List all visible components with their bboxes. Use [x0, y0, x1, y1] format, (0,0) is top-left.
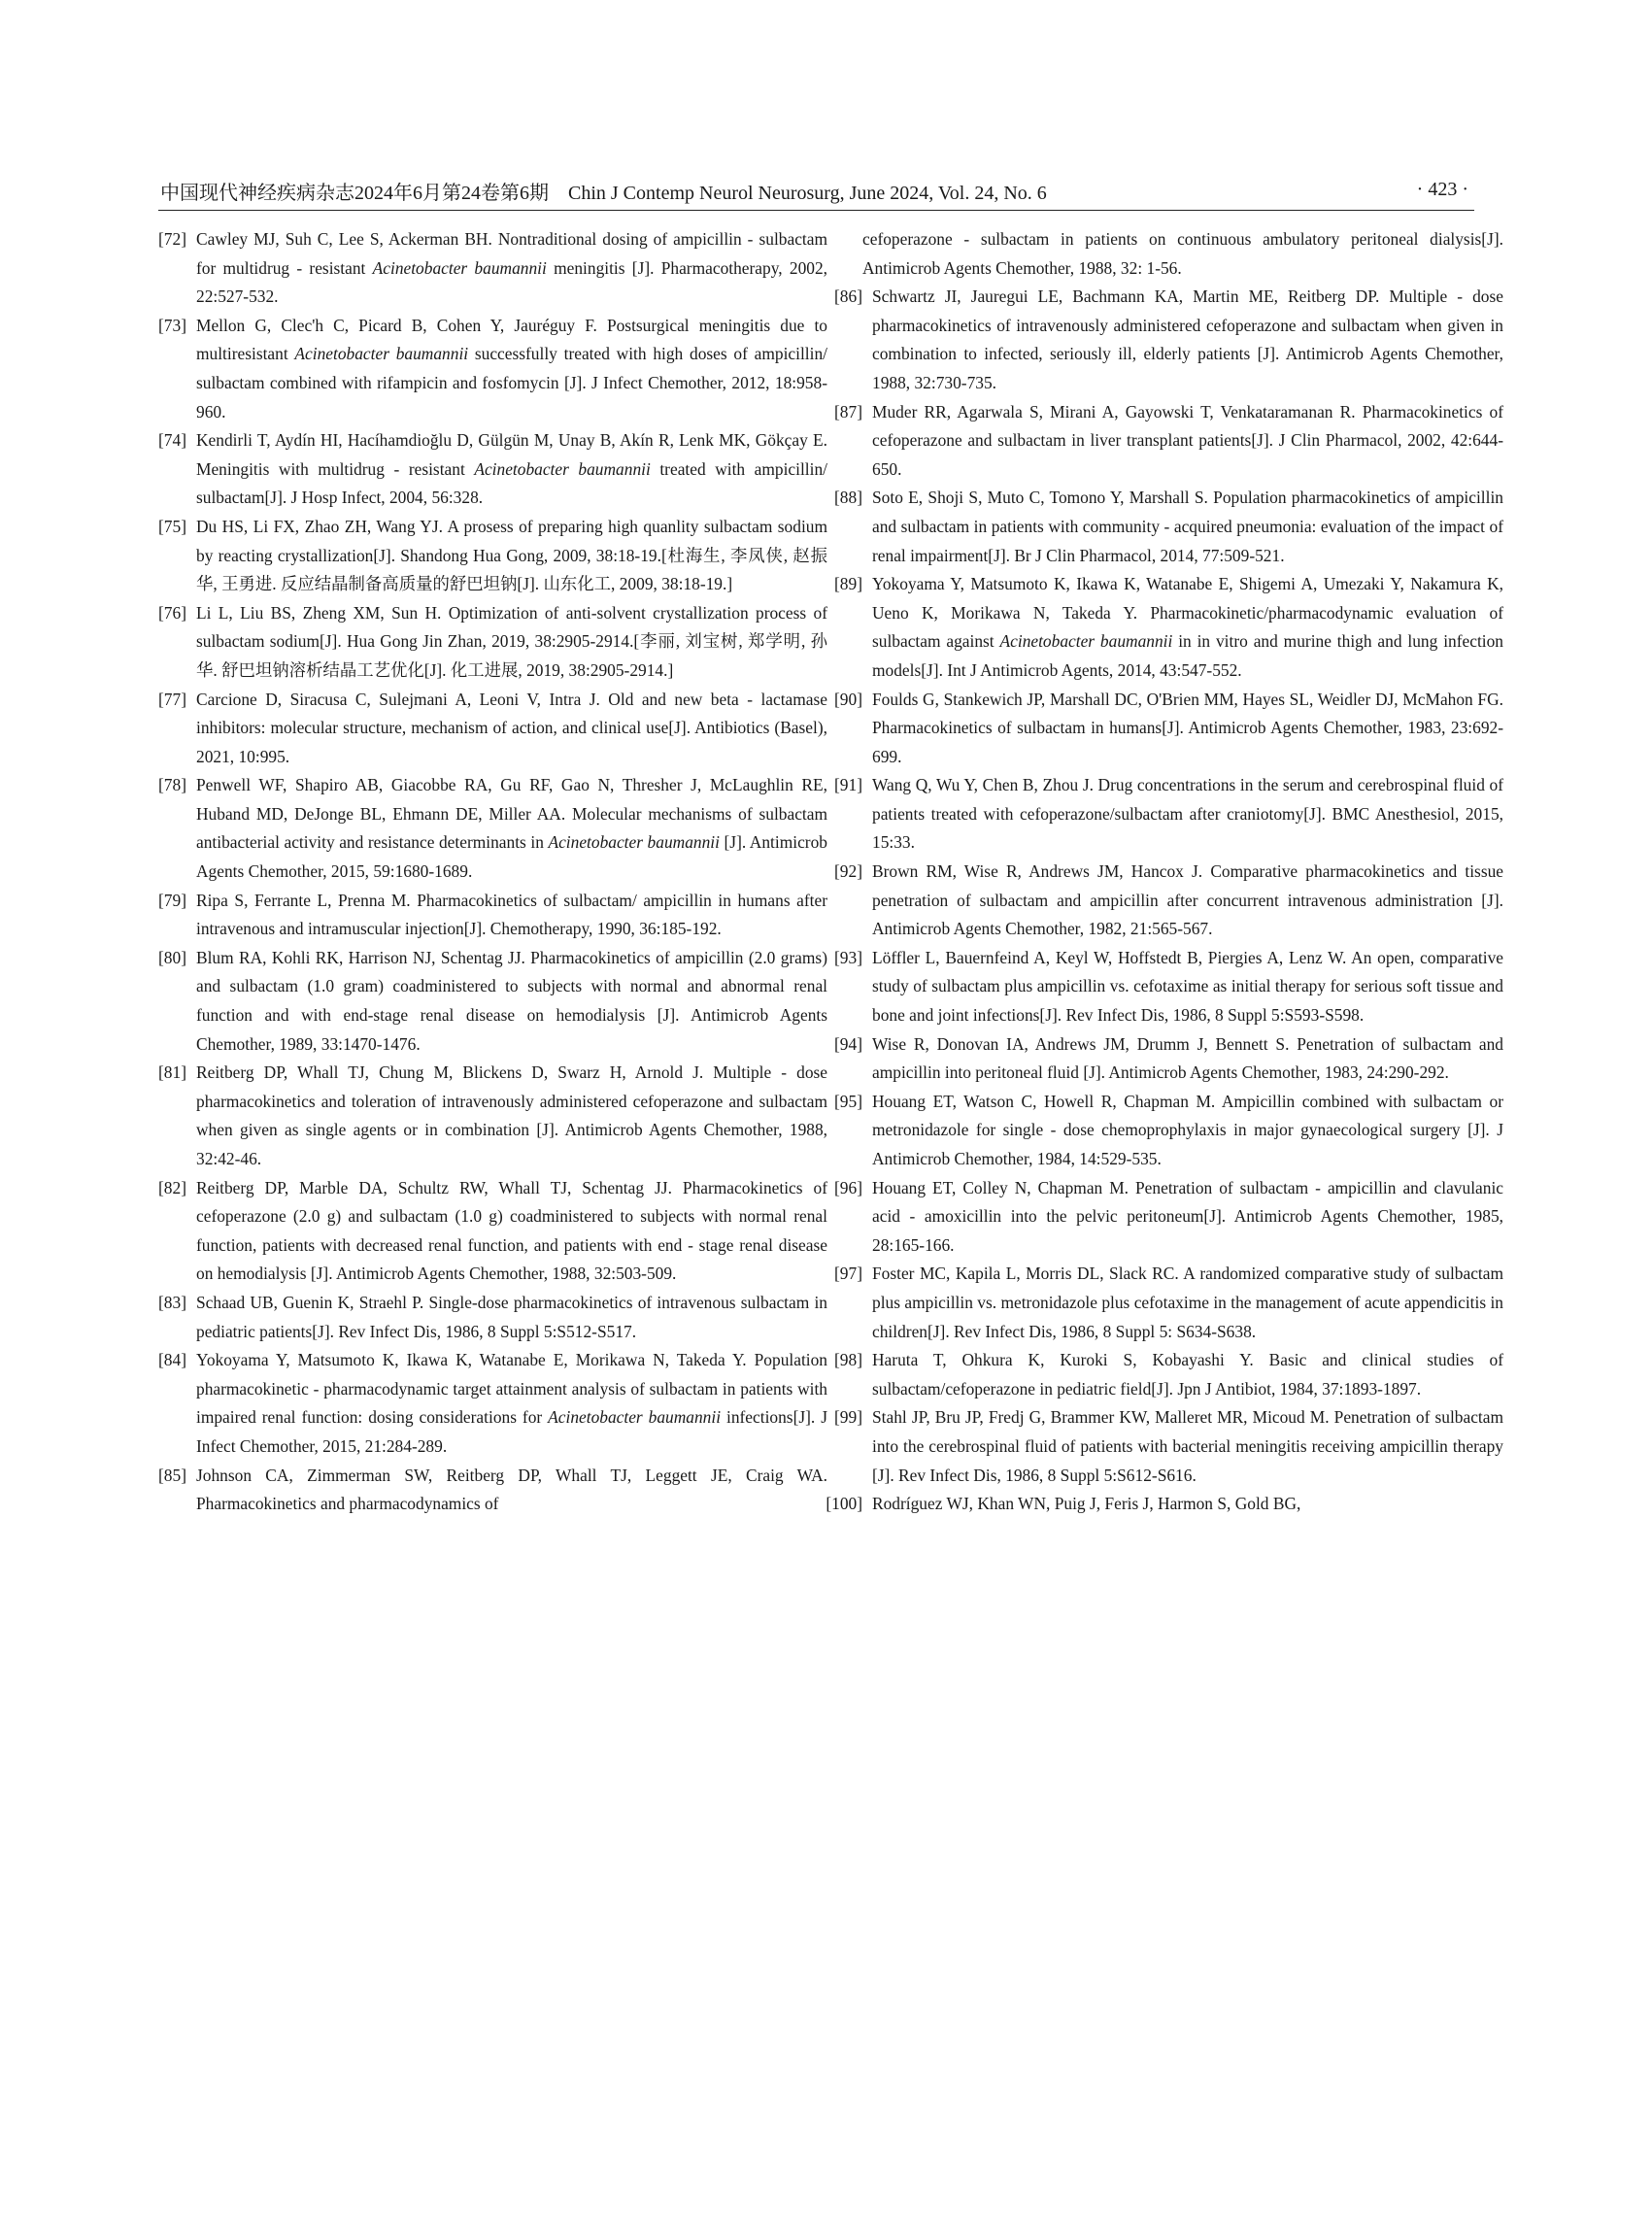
reference-text [196, 1462, 827, 1519]
reference-item [834, 1088, 1503, 1174]
reference-text-segment: Schwartz JI, Jauregui LE, Bachmann KA, Martin ME, Reitberg DP. Multiple - dose pharmacokinetics of intravenously administered cefoperazone and sulbactam when given in combination to infected, seriously ill, elderly patients [J]. Antimicrob Agents Chemother, 1988, 32:730-735. [872, 287, 1503, 392]
reference-number: [99] [834, 1407, 862, 1428]
reference-text-segment: Foulds G, Stankewich JP, Marshall DC, O'Brien MM, Hayes SL, Weidler DJ, McMahon FG. Pharmacokinetics of sulbactam in humans[J]. Antimicrob Agents Chemother, 1983, 23:692-699. [872, 689, 1503, 766]
reference-number: [98] [834, 1350, 862, 1370]
reference-number: [75] [158, 516, 186, 536]
reference-item [834, 771, 1503, 858]
reference-text [872, 858, 1503, 944]
reference-text [872, 1088, 1503, 1174]
reference-column-left [158, 225, 828, 1519]
species-name-italic: Acinetobacter baumannii [548, 832, 720, 853]
reference-text-segment: Muder RR, Agarwala S, Mirani A, Gayowski T, Venkataramanan R. Pharmacokinetics of cefoperazone and sulbactam in liver transplant patients[J]. J Clin Pharmacol, 2002, 42:644-650. [872, 401, 1503, 479]
reference-text-segment: Mellon G, Clec'h C, Picard B, Cohen Y, Jauréguy F. Postsurgical meningitis due to multiresistant [196, 315, 827, 364]
reference-text-segment: Schaad UB, Guenin K, Straehl P. Single-dose pharmacokinetics of intravenous sulbactam in pediatric patients[J]. Rev Infect Dis, 1986, 8 Suppl 5:S512-S517. [196, 1292, 827, 1341]
reference-number: [97] [834, 1264, 862, 1284]
reference-text [872, 1030, 1503, 1088]
reference-number: [83] [158, 1292, 186, 1312]
page-number: · 423 · [1416, 179, 1468, 200]
species-name-italic: Acinetobacter baumannii [548, 1407, 722, 1428]
reference-text [196, 599, 827, 686]
reference-number: [76] [158, 602, 186, 623]
reference-item [158, 771, 827, 886]
reference-text-segment: Cawley MJ, Suh C, Lee S, Ackerman BH. Nontraditional dosing of ampicillin - sulbactam for multidrug - resistant [196, 229, 827, 278]
reference-item [158, 1346, 827, 1461]
reference-text-segment: Brown RM, Wise R, Andrews JM, Hancox J. Comparative pharmacokinetics and tissue penetration of sulbactam and ampicillin after concurrent intravenous administration [J]. Antimicrob Agents Chemother, 1982, 21:565-567. [872, 861, 1503, 939]
reference-number: [95] [834, 1091, 862, 1111]
reference-text-segment: Stahl JP, Bru JP, Fredj G, Brammer KW, Malleret MR, Micoud M. Penetration of sulbactam into the cerebrospinal fluid of patients with bacterial meningitis receiving ampicillin therapy [J]. Rev Infect Dis, 1986, 8 Suppl 5:S612-S616. [872, 1407, 1503, 1485]
reference-item [158, 426, 827, 513]
reference-text [196, 225, 827, 312]
reference-text-segment: Reitberg DP, Marble DA, Schultz RW, Whall TJ, Schentag JJ. Pharmacokinetics of cefoperazone (2.0 g) and sulbactam (1.0 g) coadministered to subjects with normal renal function, patients with decreased renal function, and patients with end - stage renal disease on hemodialysis [J]. Antimicrob Agents Chemother, 1988, 32:503-509. [196, 1177, 827, 1284]
reference-text [196, 426, 827, 513]
reference-number: [90] [834, 689, 862, 709]
reference-item [834, 1260, 1503, 1346]
reference-number: [80] [158, 947, 186, 967]
reference-text [872, 1260, 1503, 1346]
reference-number: [84] [158, 1350, 186, 1370]
reference-text-segment: Du HS, Li FX, Zhao ZH, Wang YJ. A prosess of preparing high quanlity sulbactam sodium by reacting crystallization[J]. Shandong Hua Gong, 2009, 38:18-19.[杜海生, 李凤侠, 赵振华, 王勇进. 反应结晶制备高质量的舒巴坦钠[J]. 山东化工, 2009, 38:18-19.] [196, 516, 827, 594]
reference-text-segment: Rodríguez WJ, Khan WN, Puig J, Feris J, Harmon S, Gold BG, [872, 1494, 1301, 1514]
reference-text-segment: in in vitro and murine thigh and lung infection models[J]. Int J Antimicrob Agents, 2014, 43:547-552. [872, 631, 1503, 680]
reference-text [872, 1490, 1503, 1519]
reference-item [834, 944, 1503, 1030]
reference-number: [73] [158, 315, 186, 335]
reference-number: [81] [158, 1062, 186, 1083]
reference-item [158, 1174, 827, 1289]
reference-text-segment: Foster MC, Kapila L, Morris DL, Slack RC. A randomized comparative study of sulbactam plus ampicillin vs. metronidazole plus cefotaxime in the management of acute appendicitis in children[J]. Rev Infect Dis, 1986, 8 Suppl 5: S634-S638. [872, 1264, 1503, 1341]
reference-item [834, 1403, 1503, 1490]
reference-text [872, 686, 1503, 772]
reference-item [826, 1490, 1503, 1519]
reference-text-segment: meningitis [J]. Pharmacotherapy, 2002, 22:527-532. [196, 257, 828, 307]
reference-item [834, 858, 1503, 944]
reference-number: [78] [158, 775, 186, 795]
reference-text [196, 1059, 827, 1173]
reference-text [872, 1403, 1503, 1490]
reference-text [872, 1346, 1503, 1403]
reference-text-segment: [J]. Antimicrob Agents Chemother, 2015, 59:1680-1689. [196, 832, 827, 882]
reference-number: [88] [834, 488, 862, 508]
reference-item [158, 1462, 827, 1519]
reference-item [862, 225, 1503, 283]
reference-text [196, 887, 827, 944]
reference-item [158, 225, 828, 312]
species-name-italic: Acinetobacter baumannii [372, 257, 547, 278]
reference-number: [86] [834, 287, 862, 307]
reference-item [834, 1174, 1503, 1261]
reference-text-segment: Ripa S, Ferrante L, Prenna M. Pharmacokinetics of sulbactam/ ampicillin in humans after intravenous and intramuscular injection[J]. Chemotherapy, 1990, 36:185-192. [196, 890, 827, 939]
reference-text-segment: cefoperazone - sulbactam in patients on continuous ambulatory peritoneal dialysis[J]. Antimicrob Agents Chemother, 1988, 32: 1-56. [862, 229, 1503, 278]
reference-text [872, 1174, 1503, 1261]
reference-text-segment: Blum RA, Kohli RK, Harrison NJ, Schentag JJ. Pharmacokinetics of ampicillin (2.0 grams) and sulbactam (1.0 gram) coadministered to subjects with normal and abnormal renal function and with end-stage renal disease on hemodialysis [J]. Antimicrob Agents Chemother, 1989, 33:1470-1476. [196, 947, 827, 1054]
reference-text-segment: Houang ET, Watson C, Howell R, Chapman M. Ampicillin combined with sulbactam or metronidazole for single - dose chemoprophylaxis in major gynaecological surgery [J]. J Antimicrob Chemother, 1984, 14:529-535. [872, 1091, 1503, 1168]
reference-number: [91] [834, 775, 862, 795]
reference-text [196, 1289, 827, 1346]
reference-text-segment: Li L, Liu BS, Zheng XM, Sun H. Optimization of anti-solvent crystallization process of sulbactam sodium[J]. Hua Gong Jin Zhan, 2019, 38:2905-2914.[李丽, 刘宝树, 郑学明, 孙华. 舒巴坦钠溶析结晶工艺优化[J]. 化工进展, 2019, 38:2905-2914.] [196, 602, 827, 680]
reference-number: [77] [158, 689, 186, 709]
reference-item [834, 1030, 1503, 1088]
reference-text-segment: Reitberg DP, Whall TJ, Chung M, Blickens D, Swarz H, Arnold J. Multiple - dose pharmacokinetics and toleration of intravenously administered cefoperazone and sulbactam when given as single agents or in combination [J]. Antimicrob Agents Chemother, 1988, 32:42-46. [196, 1062, 827, 1168]
reference-text [862, 225, 1503, 283]
reference-text-segment: treated with ampicillin/ sulbactam[J]. J Hosp Infect, 2004, 56:328. [196, 458, 827, 508]
reference-text-segment: Soto E, Shoji S, Muto C, Tomono Y, Marshall S. Population pharmacokinetics of ampicillin and sulbactam in patients with community - acquired pneumonia: evaluation of the impact of renal impairment[J]. Br J Clin Pharmacol, 2014, 77:509-521. [872, 488, 1503, 565]
reference-text-segment: Houang ET, Colley N, Chapman M. Penetration of sulbactam - ampicillin and clavulanic acid - amoxicillin into the pelvic peritoneum[J]. Antimicrob Agents Chemother, 1985, 28:165-166. [872, 1177, 1503, 1255]
reference-item [158, 686, 827, 772]
reference-text [872, 283, 1503, 397]
reference-text [196, 312, 827, 426]
reference-number: [100] [826, 1494, 862, 1514]
reference-number: [72] [158, 229, 186, 249]
reference-text [872, 570, 1503, 685]
reference-text [872, 398, 1503, 485]
reference-number: [82] [158, 1177, 186, 1197]
reference-text-segment: Penwell WF, Shapiro AB, Giacobbe RA, Gu RF, Gao N, Thresher J, McLaughlin RE, Huband MD, DeJonge BL, Ehmann DE, Miller AA. Molecular mechanisms of sulbactam antibacterial activity and resistance determinants in [196, 775, 827, 853]
species-name-italic: Acinetobacter baumannii [999, 631, 1173, 652]
reference-text [196, 1174, 827, 1289]
reference-number: [92] [834, 861, 862, 882]
reference-item [158, 513, 827, 599]
reference-text-segment: Haruta T, Ohkura K, Kuroki S, Kobayashi Y. Basic and clinical studies of sulbactam/cefoperazone in pediatric field[J]. Jpn J Antibiot, 1984, 37:1893-1897. [872, 1350, 1503, 1399]
reference-text [196, 513, 827, 599]
reference-item [834, 1346, 1503, 1403]
reference-number: [89] [834, 574, 862, 594]
reference-text-segment: Johnson CA, Zimmerman SW, Reitberg DP, Whall TJ, Leggett JE, Craig WA. Pharmacokinetics and pharmacodynamics of [196, 1465, 827, 1514]
reference-number: [87] [834, 401, 862, 421]
reference-item [834, 484, 1503, 570]
reference-number: [93] [834, 947, 862, 967]
reference-text-segment: infections[J]. J Infect Chemother, 2015, 21:284-289. [196, 1407, 827, 1456]
reference-text [196, 1346, 827, 1461]
reference-text-segment: Kendirli T, Aydín HI, Hacíhamdioğlu D, Gülgün M, Unay B, Akín R, Lenk MK, Gökçay E. Meningitis with multidrug - resistant [196, 430, 827, 479]
journal-header-text: 中国现代神经疾病杂志2024年6月第24卷第6期 Chin J Contemp Neurol Neurosurg, June 2024, Vol. 24, No. 6 [160, 183, 1047, 204]
reference-item [834, 398, 1503, 485]
reference-text [872, 944, 1503, 1030]
reference-item [834, 283, 1503, 397]
reference-text-segment: Wise R, Donovan IA, Andrews JM, Drumm J, Bennett S. Penetration of sulbactam and ampicillin into peritoneal fluid [J]. Antimicrob Agents Chemother, 1983, 24:290-292. [872, 1033, 1503, 1083]
reference-item [158, 1289, 827, 1346]
species-name-italic: Acinetobacter baumannii [294, 344, 469, 364]
reference-number: [85] [158, 1465, 186, 1485]
reference-number: [74] [158, 430, 186, 451]
reference-text-segment: successfully treated with high doses of ampicillin/ sulbactam combined with rifampicin and fosfomycin [J]. J Infect Chemother, 2012, 18:958-960. [196, 344, 827, 421]
reference-item [834, 686, 1503, 772]
reference-text [196, 944, 827, 1059]
reference-column-right [826, 225, 1503, 1519]
reference-text [872, 484, 1503, 570]
reference-text [196, 771, 827, 886]
reference-item [834, 570, 1503, 685]
reference-item [158, 599, 827, 686]
reference-text-segment: Löffler L, Bauernfeind A, Keyl W, Hoffstedt B, Piergies A, Lenz W. An open, comparative study of sulbactam plus ampicillin vs. cefotaxime as initial therapy for serious soft tissue and bone and joint infections[J]. Rev Infect Dis, 1986, 8 Suppl 5:S593-S598. [872, 947, 1503, 1026]
running-header [158, 173, 1474, 211]
reference-text [872, 771, 1503, 858]
reference-item [158, 944, 827, 1059]
species-name-italic: Acinetobacter baumannii [474, 458, 651, 479]
reference-item [158, 312, 827, 426]
reference-text-segment: Yokoyama Y, Matsumoto K, Ikawa K, Watanabe E, Shigemi A, Umezaki Y, Nakamura K, Ueno K, Morikawa N, Takeda Y. Pharmacokinetic/pharmacodynamic evaluation of sulbactam against [872, 574, 1503, 652]
reference-item [158, 887, 827, 944]
reference-text-segment: Carcione D, Siracusa C, Sulejmani A, Leoni V, Intra J. Old and new beta - lactamase inhibitors: molecular structure, mechanism of action, and clinical use[J]. Antibiotics (Basel), 2021, 10:995. [196, 689, 827, 766]
reference-number: [96] [834, 1177, 862, 1197]
reference-item [158, 1059, 827, 1173]
reference-number: [79] [158, 890, 186, 910]
reference-number: [94] [834, 1033, 862, 1054]
reference-text [196, 686, 827, 772]
reference-text-segment: Yokoyama Y, Matsumoto K, Ikawa K, Watanabe E, Morikawa N, Takeda Y. Population pharmacokinetic - pharmacodynamic target attainment analysis of sulbactam in patients with impaired renal function: dosing considerations for [196, 1350, 827, 1428]
reference-text-segment: Wang Q, Wu Y, Chen B, Zhou J. Drug concentrations in the serum and cerebrospinal fluid of patients treated with cefoperazone/sulbactam after craniotomy[J]. BMC Anesthesiol, 2015, 15:33. [872, 775, 1503, 853]
